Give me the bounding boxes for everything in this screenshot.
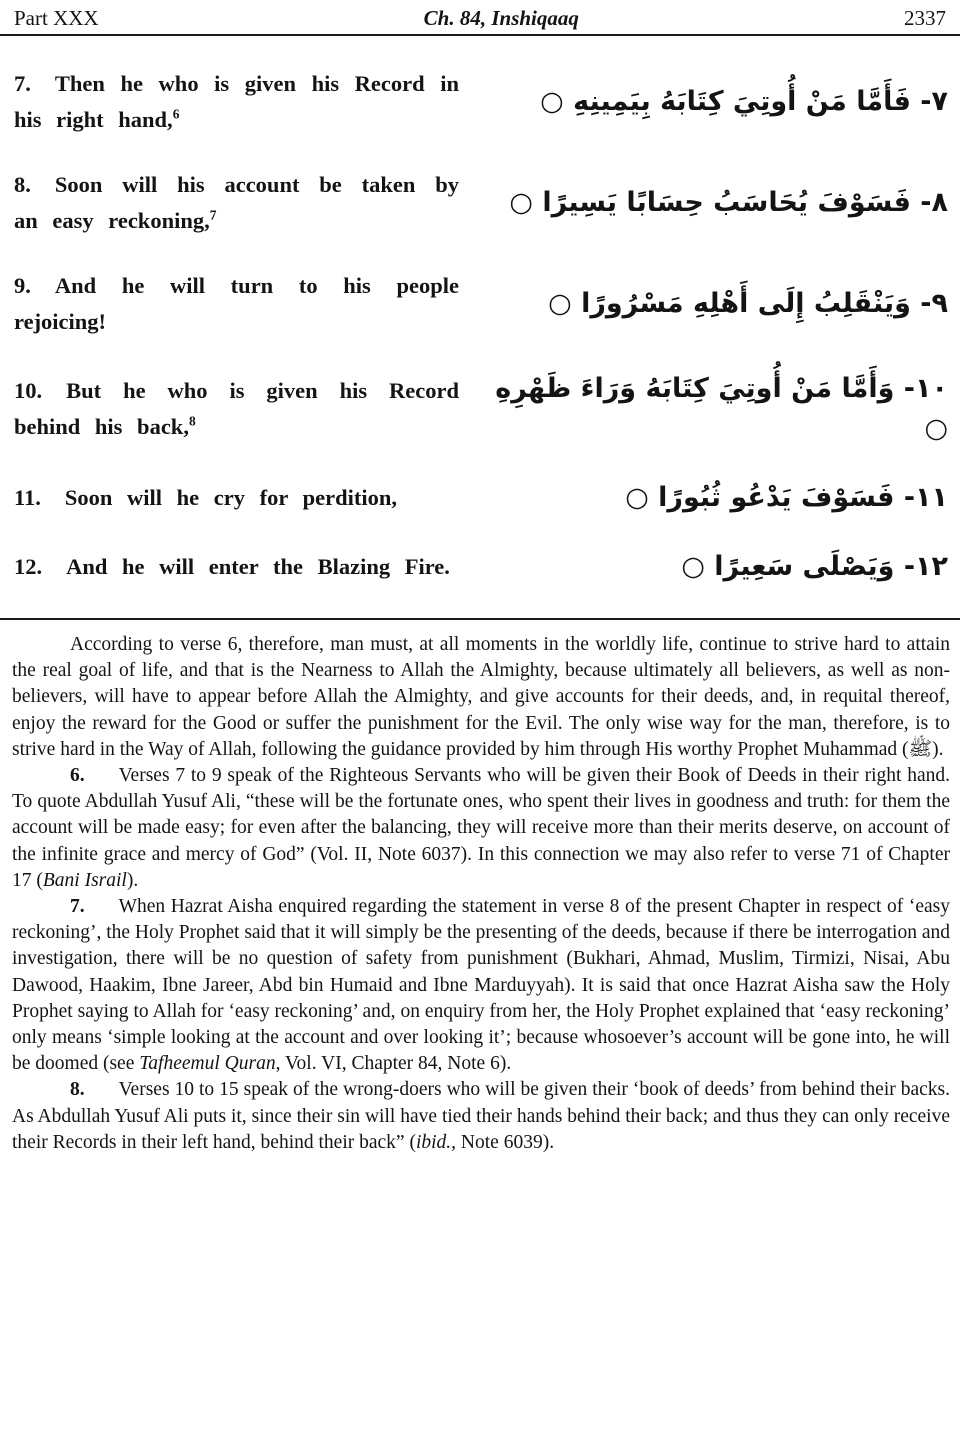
verse-translation: Soon will he cry for perdition, <box>64 485 397 510</box>
verse-number: 8. <box>14 172 31 197</box>
verse-arabic: ١٠- وَأَمَّا مَنْ أُوتِيَ كِتَابَهُ وَرَاءَ ظَهْرِهِ ○ <box>495 373 948 444</box>
verse-row-7 <box>14 66 948 138</box>
note-text: According to verse 6, therefore, man must, at all moments in the worldly life, continue to strive hard to attain the real goal of life, and that is the Nearness to Allah the Almighty, because ultimately all believers, as well as non-believers, will have to appear before Allah the Almighty, and give accounts for their deeds, and, in requital thereof, enjoy the reward for the Good or suffer the punishment for the Evil. The only wise way for the man, therefore, is to strive hard in the Way of Allah, following the guidance provided by him through His worthy Prophet Muhammad (ﷺ). <box>12 634 950 760</box>
verse-row-11 <box>14 478 948 518</box>
note-text-italic: ibid., <box>415 1131 457 1153</box>
footnote-ref: 7 <box>209 207 217 223</box>
footnote-6 <box>12 763 950 894</box>
verse-english <box>14 549 459 585</box>
verse-number: 9. <box>14 273 31 298</box>
note-number: 7. <box>70 896 85 918</box>
verse-number: 7. <box>14 71 31 96</box>
footnote-ref: 6 <box>172 106 180 122</box>
note-text: , Vol. VI, Chapter 84, Note 6). <box>275 1053 512 1075</box>
verse-number: 12. <box>14 554 43 579</box>
verse-number: 11. <box>14 485 41 510</box>
verse-english <box>14 268 459 340</box>
verse-english <box>14 167 459 239</box>
verse-arabic: ٨- فَسَوْفَ يُحَاسَبُ حِسَابًا يَسِيرًا ○ <box>509 187 948 218</box>
page-header <box>0 0 960 36</box>
verse-translation: Soon will his account be taken by an easy reckoning, <box>14 172 459 233</box>
note-text: Note 6039). <box>456 1131 555 1153</box>
chapter-title: Ch. 84, Inshiqaaq <box>423 6 579 30</box>
note-text: When Hazrat Aisha enquired regarding the statement in verse 8 of the present Chapter in respect of ‘easy reckoning’, the Holy Prophet said that it will simply be the presenting of the deeds, because if there be interrogation and investigation, there will be no question of safety from punishment (Bukhari, Ahmad, Muslim, Tirmizi, Nisai, Abu Dawood, Haakim, Ibne Jareer, Abd bin Humaid and Ibne Marduyyah). It is said that once Hazrat Aisha saw the Holy Prophet saying to Allah for ‘easy reckoning’ and, on enquiry from her, the Holy Prophet explained that ‘easy reckoning’ only means ‘simple looking at the account and over looking it’; because whosoever’s account will be gone into, he will be doomed (see <box>12 896 950 1075</box>
verse-english <box>14 373 459 445</box>
verse-translation: And he will turn to his people rejoicing! <box>14 273 459 334</box>
verse-arabic: ٩- وَيَنْقَلِبُ إِلَى أَهْلِهِ مَسْرُورًا ○ <box>548 288 948 319</box>
footnote-7 <box>12 894 950 1077</box>
verse-arabic: ٧- فَأَمَّا مَنْ أُوتِيَ كِتَابَهُ بِيَمِينِهِ ○ <box>540 86 948 117</box>
verse-translation: And he will enter the Blazing Fire. <box>66 554 450 579</box>
verse-row-9 <box>14 268 948 340</box>
note-number: 6. <box>70 765 85 787</box>
verse-row-10 <box>14 369 948 449</box>
note-text: Verses 7 to 9 speak of the Righteous Servants who will be given their Book of Deeds in their right hand. To quote Abdullah Yusuf Ali, “these will be the fortunate ones, who spent their lives in goodness and truth: for them the account will be made easy; for even after the balancing, they will receive more than their merits deserve, on account of the infinite grace and mercy of God” (Vol. II, Note 6037). In this connection we may also refer to verse 71 of Chapter 17 ( <box>12 765 950 891</box>
note-text-italic: Bani Israil <box>42 869 127 891</box>
note-number: 8. <box>70 1079 85 1101</box>
note-text: ). <box>126 869 139 891</box>
part-label: Part XXX <box>14 6 99 30</box>
footnote-ref: 8 <box>188 413 196 429</box>
verse-english <box>14 480 459 516</box>
commentary-section <box>0 620 960 1162</box>
page-number: 2337 <box>904 6 946 30</box>
verse-number: 10. <box>14 378 43 403</box>
footnote-8 <box>12 1077 950 1156</box>
verses-section <box>0 36 960 618</box>
verse-translation: But he who is given his Record behind his back, <box>14 378 459 439</box>
note-text-italic: Tafheemul Quran <box>139 1053 276 1075</box>
verse-arabic: ١١- فَسَوْفَ يَدْعُو ثُبُورًا ○ <box>625 482 948 513</box>
verse-arabic: ١٢- وَيَصْلَى سَعِيرًا ○ <box>681 551 948 582</box>
note-text: Verses 10 to 15 speak of the wrong-doers who will be given their ‘book of deeds’ from behind their backs. As Abdullah Yusuf Ali puts it, since their sin will have tied their hands behind their back; and thus they can only receive their Records in their left hand, behind their back” ( <box>12 1079 950 1153</box>
verse-translation: Then he who is given his Record in his right hand, <box>14 71 459 132</box>
verse-row-12 <box>14 547 948 587</box>
verse-english <box>14 66 459 138</box>
verse-row-8 <box>14 167 948 239</box>
commentary-paragraph <box>12 632 950 763</box>
